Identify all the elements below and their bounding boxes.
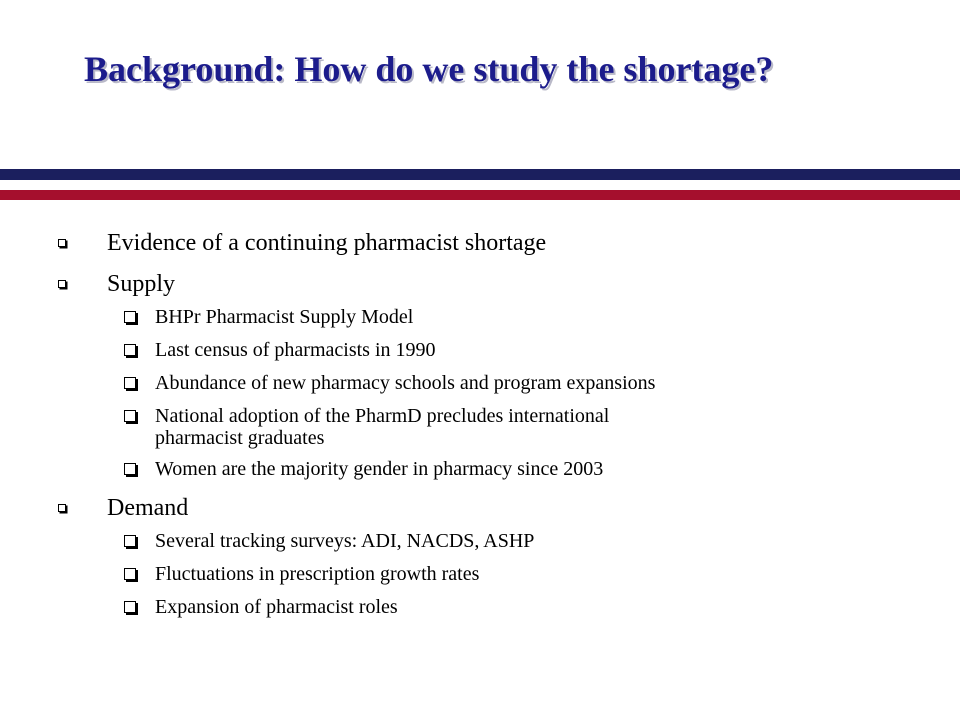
square-bullet-icon xyxy=(124,311,136,323)
sub-bullet-growth: Fluctuations in prescription growth rates xyxy=(155,563,480,585)
sub-bullet-pharmd: National adoption of the PharmD precludes international xyxy=(155,405,610,427)
bullet-evidence: Evidence of a continuing pharmacist shortage xyxy=(107,230,547,256)
square-bullet-icon xyxy=(124,377,136,389)
square-bullet-icon xyxy=(58,504,66,512)
sub-bullet-census: Last census of pharmacists in 1990 xyxy=(155,339,436,361)
slide-title: Background: How do we study the shortage? xyxy=(84,49,774,89)
sub-bullet-roles: Expansion of pharmacist roles xyxy=(155,596,398,618)
header-rule-navy xyxy=(0,169,960,180)
square-bullet-icon xyxy=(124,535,136,547)
square-bullet-icon xyxy=(58,239,66,247)
bullet-supply: Supply xyxy=(107,271,176,297)
bullet-demand: Demand xyxy=(107,495,189,521)
square-bullet-icon xyxy=(124,410,136,422)
sub-bullet-supply-model: BHPr Pharmacist Supply Model xyxy=(155,306,414,328)
sub-bullet-schools: Abundance of new pharmacy schools and program expansions xyxy=(155,372,656,394)
square-bullet-icon xyxy=(124,568,136,580)
sub-bullet-pharmd-continued: pharmacist graduates xyxy=(155,427,325,449)
square-bullet-icon xyxy=(58,280,66,288)
header-rule-crimson xyxy=(0,190,960,200)
sub-bullet-surveys: Several tracking surveys: ADI, NACDS, ASHP xyxy=(155,530,535,552)
square-bullet-icon xyxy=(124,344,136,356)
sub-bullet-women: Women are the majority gender in pharmacy since 2003 xyxy=(155,458,604,480)
square-bullet-icon xyxy=(124,601,136,613)
square-bullet-icon xyxy=(124,463,136,475)
